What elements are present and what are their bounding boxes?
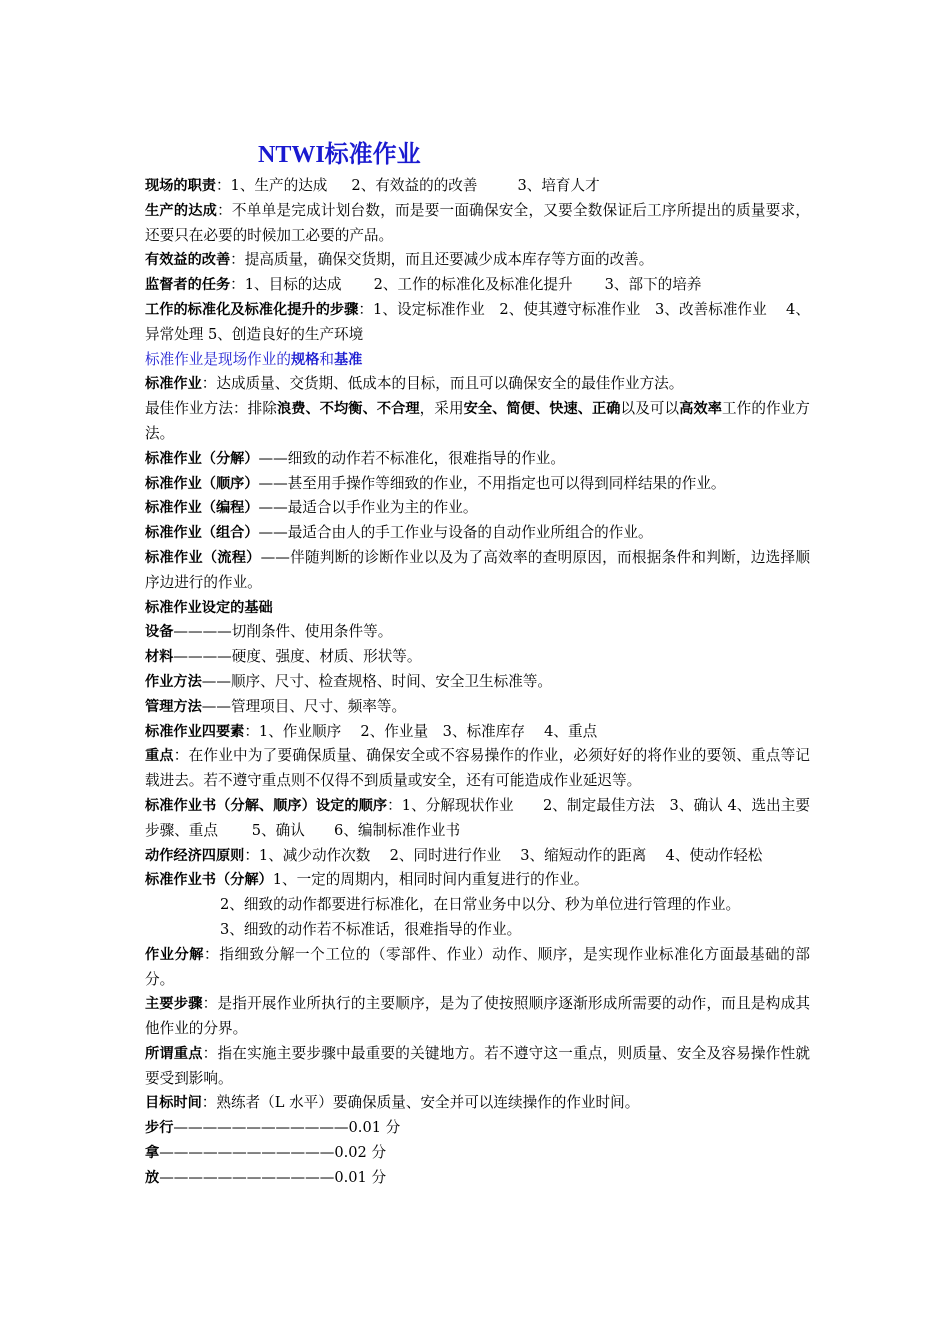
paragraph-motion-economy: 动作经济四原则：1、减少动作次数 2、同时进行作业 3、缩短动作的距离 4、使动作轻松 — [145, 846, 763, 864]
paragraph-key-points: 重点：在作业中为了要确保质量、确保安全或不容易操作的作业，必须好好的将作业的要领、重点等记载进去。若不遵守重点则不仅得不到质量或安全，还有可能造成作业延迟等。 — [145, 747, 810, 790]
paragraph-standardization-steps: 工作的标准化及标准化提升的步骤：1、设定标准作业 2、使其遵守标准作业 3、改善标准作业 4、异常处理 5、创造良好的生产环境 — [145, 300, 810, 343]
list-item: 2、细致的动作都要进行标准化，在日常业务中以分、秒为单位进行管理的作业。 — [220, 896, 741, 914]
list-item: 3、细致的动作若不标准话，很难指导的作业。 — [220, 920, 522, 938]
time-row-place: 放————————————0.01 分 — [145, 1168, 387, 1186]
paragraph-decomposition: 标准作业（分解）——细致的动作若不标准化，很难指导的作业。 — [145, 449, 565, 467]
paragraph-so-called-key: 所谓重点：指在实施主要步骤中最重要的关键地方。若不遵守这一重点，则质量、安全及容易操作性就要受到影响。 — [145, 1044, 810, 1087]
heading-basis: 标准作业设定的基础 — [145, 599, 273, 616]
paragraph-improvement: 有效益的改善：提高质量，确保交货期，而且还要减少成本库存等方面的改善。 — [145, 251, 654, 269]
paragraph-sequence: 标准作业（顺序）——甚至用手操作等细致的作业，不用指定也可以得到同样结果的作业。 — [145, 474, 726, 492]
paragraph-programming: 标准作业（编程）——最适合以手作业为主的作业。 — [145, 499, 478, 517]
paragraph-work-method: 作业方法——顺序、尺寸、检查规格、时间、安全卫生标准等。 — [145, 672, 553, 690]
paragraph-target-time: 目标时间：熟练者（L 水平）要确保质量、安全并可以连续操作的作业时间。 — [145, 1094, 640, 1112]
paragraph-best-method: 最佳作业方法：排除浪费、不均衡、不合理，采用安全、简便、快速、正确以及可以高效率工作的作业方法。 — [145, 400, 810, 442]
paragraph-site-duties: 现场的职责：1、生产的达成 2、有效益的的改善 3、培育人才 — [145, 177, 600, 194]
paragraph-supervisor-tasks: 监督者的任务：1、目标的达成 2、工作的标准化及标准化提升 3、部下的培养 — [145, 276, 702, 294]
paragraph-work-decomposition: 作业分解：指细致分解一个工位的（零部件、作业）动作、顺序，是实现作业标准化方面最基础的部分。 — [145, 945, 810, 988]
paragraph-process: 标准作业（流程）——伴随判断的诊断作业以及为了高效率的查明原因，而根据条件和判断，边选择顺序边进行的作业。 — [145, 548, 810, 591]
paragraph-sheet-decomposition: 标准作业书（分解）1、一定的周期内，相同时间内重复进行的作业。 — [145, 871, 589, 889]
paragraph-standard-work: 标准作业：达成质量、交货期、低成本的目标，而且可以确保安全的最佳作业方法。 — [145, 375, 684, 393]
paragraph-setting-order: 标准作业书（分解、顺序）设定的顺序：1、分解现状作业 2、制定最佳方法 3、确认 4、选出主要步骤、重点 5、确认 6、编制标准作业书 — [145, 796, 810, 839]
paragraph-management-method: 管理方法——管理项目、尺寸、频率等。 — [145, 697, 407, 715]
document-title: NTWI标准作业 — [258, 142, 421, 168]
paragraph-material: 材料————硬度、强度、材质、形状等。 — [145, 648, 422, 666]
paragraph-equipment: 设备————切削条件、使用条件等。 — [145, 623, 393, 641]
document-body — [145, 174, 810, 1191]
paragraph-four-elements: 标准作业四要素：1、作业顺序 2、作业量 3、标准库存 4、重点 — [145, 722, 598, 740]
paragraph-combination: 标准作业（组合）——最适合由人的手工作业与设备的自动作业所组合的作业。 — [145, 524, 653, 542]
time-row-take: 拿————————————0.02 分 — [145, 1144, 387, 1162]
paragraph-main-steps: 主要步骤：是指开展作业所执行的主要顺序，是为了使按照顺序逐渐形成所需要的动作，而且是构成其他作业的分界。 — [145, 995, 810, 1038]
time-row-walk: 步行————————————0.01 分 — [145, 1119, 401, 1137]
paragraph-production: 生产的达成：不单单是完成计划台数，而是要一面确保安全，又要全数保证后工序所提出的质量要求，还要只在必要的时候加工必要的产品。 — [145, 201, 810, 244]
paragraph-standard-norm: 标准作业是现场作业的规格和基准 — [145, 350, 363, 368]
